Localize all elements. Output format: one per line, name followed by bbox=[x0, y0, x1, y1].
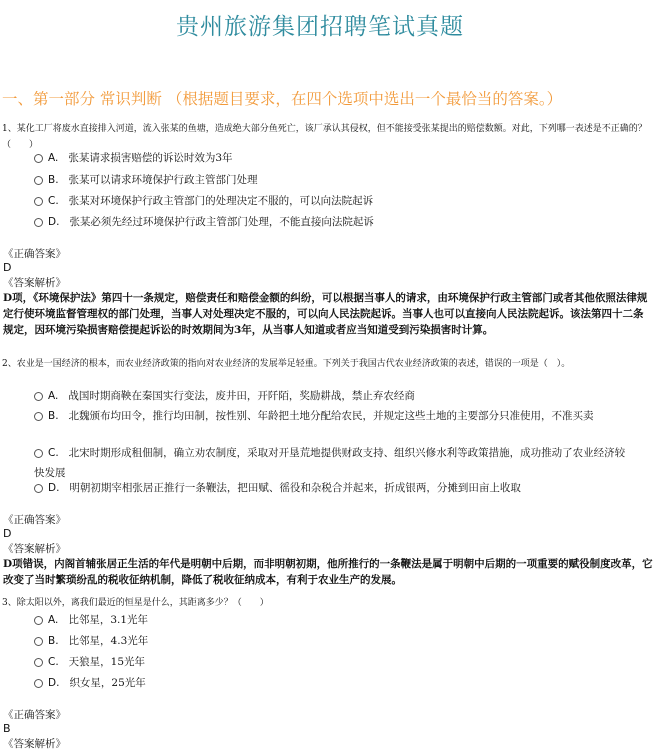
explanation-label: 《答案解析》 bbox=[3, 543, 66, 555]
option-d[interactable]: D. 织女星，25光年 bbox=[34, 673, 634, 693]
explanation-label: 《答案解析》 bbox=[3, 738, 66, 750]
question-stem: 1、某化工厂将废水直接排入河道，流入张某的鱼塘，造成绝大部分鱼死亡，该厂承认其侵权，但不能接受张某提出的赔偿数额。对此，下列哪一表述是不正确的？（ ） bbox=[2, 124, 647, 150]
option-a[interactable]: A. 比邻星，3.1光年 bbox=[34, 610, 634, 630]
radio-icon[interactable] bbox=[34, 176, 43, 185]
answer-label: 《正确答案》 bbox=[3, 709, 66, 721]
explanation-text: D项，《环境保护法》第四十一条规定，赔偿责任和赔偿金额的纠纷，可以根据当事人的请求，由环境保护行政主管部门或者其他依照法律规定行使环境监督管理权的部门处理，当事人对处理决定不服的，可以向人民法院起诉。当事人也可以直接向人民法院起诉。该法第四十二条规定，因环境污染损害赔偿提起诉讼的时效期间为3年，从当事人知道或者应当知道受到污染损害时计算。 bbox=[3, 292, 648, 336]
radio-icon[interactable] bbox=[34, 392, 43, 401]
radio-icon[interactable] bbox=[34, 616, 43, 625]
radio-icon[interactable] bbox=[34, 449, 43, 458]
section-heading: 一、第一部分 常识判断 （根据题目要求，在四个选项中选出一个最恰当的答案。） bbox=[2, 90, 563, 108]
answer-label: 《正确答案》 bbox=[3, 514, 66, 526]
radio-icon[interactable] bbox=[34, 637, 43, 646]
option-b[interactable]: B. 张某可以请求环境保护行政主管部门处理 bbox=[34, 170, 634, 190]
question-stem: 2、农业是一国经济的根本，而农业经济政策的指向对农业经济的发展举足轻重。下列关于我国古代农业经济政策的表述，错误的一项是（ ）。 bbox=[2, 359, 571, 369]
radio-icon[interactable] bbox=[34, 197, 43, 206]
radio-icon[interactable] bbox=[34, 679, 43, 688]
question-stem: 3、除太阳以外，离我们最近的恒星是什么，其距离多少？（ ） bbox=[2, 598, 269, 608]
radio-icon[interactable] bbox=[34, 658, 43, 667]
option-a[interactable]: A. 张某请求损害赔偿的诉讼时效为3年 bbox=[34, 148, 634, 168]
answer-value: D bbox=[3, 527, 12, 540]
option-c[interactable]: C. 天狼星，15光年 bbox=[34, 652, 634, 672]
option-c[interactable]: C. 北宋时期形成租佃制，确立劝农制度，采取对开垦荒地提供财政支持、组织兴修水利等政策措施，成功推动了农业经济较快发展 bbox=[34, 447, 626, 479]
option-b[interactable]: B. 北魏颁布均田令，推行均田制，按性别、年龄把土地分配给农民，并规定这些土地的主要部分只准使用，不准买卖 bbox=[34, 406, 634, 426]
radio-icon[interactable] bbox=[34, 218, 43, 227]
option-d[interactable]: D. 张某必须先经过环境保护行政主管部门处理，不能直接向法院起诉 bbox=[34, 212, 634, 232]
answer-label: 《正确答案》 bbox=[3, 248, 66, 260]
answer-value: D bbox=[3, 261, 12, 274]
option-c[interactable]: C. 张某对环境保护行政主管部门的处理决定不服的，可以向法院起诉 bbox=[34, 191, 634, 211]
radio-icon[interactable] bbox=[34, 412, 43, 421]
explanation-text: D项错误，内阁首辅张居正生活的年代是明朝中后期，而非明朝初期，他所推行的一条鞭法是属于明朝中后期的一项重要的赋役制度改革，它改变了当时繁琐纷乱的税收征纳机制，降低了税收征纳成本，有利于农业生产的发展。 bbox=[3, 558, 653, 586]
option-d[interactable]: D. 明朝初期宰相张居正推行一条鞭法，把田赋、徭役和杂税合并起来，折成银两，分摊到田亩上收取 bbox=[34, 478, 634, 498]
radio-icon[interactable] bbox=[34, 154, 43, 163]
option-b[interactable]: B. 比邻星，4.3光年 bbox=[34, 631, 634, 651]
page-title: 贵州旅游集团招聘笔试真题 bbox=[176, 14, 464, 40]
option-a[interactable]: A. 战国时期商鞅在秦国实行变法，废井田，开阡陌，奖励耕战，禁止弃农经商 bbox=[34, 386, 634, 406]
radio-icon[interactable] bbox=[34, 484, 43, 493]
answer-value: B bbox=[3, 722, 11, 735]
explanation-label: 《答案解析》 bbox=[3, 277, 66, 289]
